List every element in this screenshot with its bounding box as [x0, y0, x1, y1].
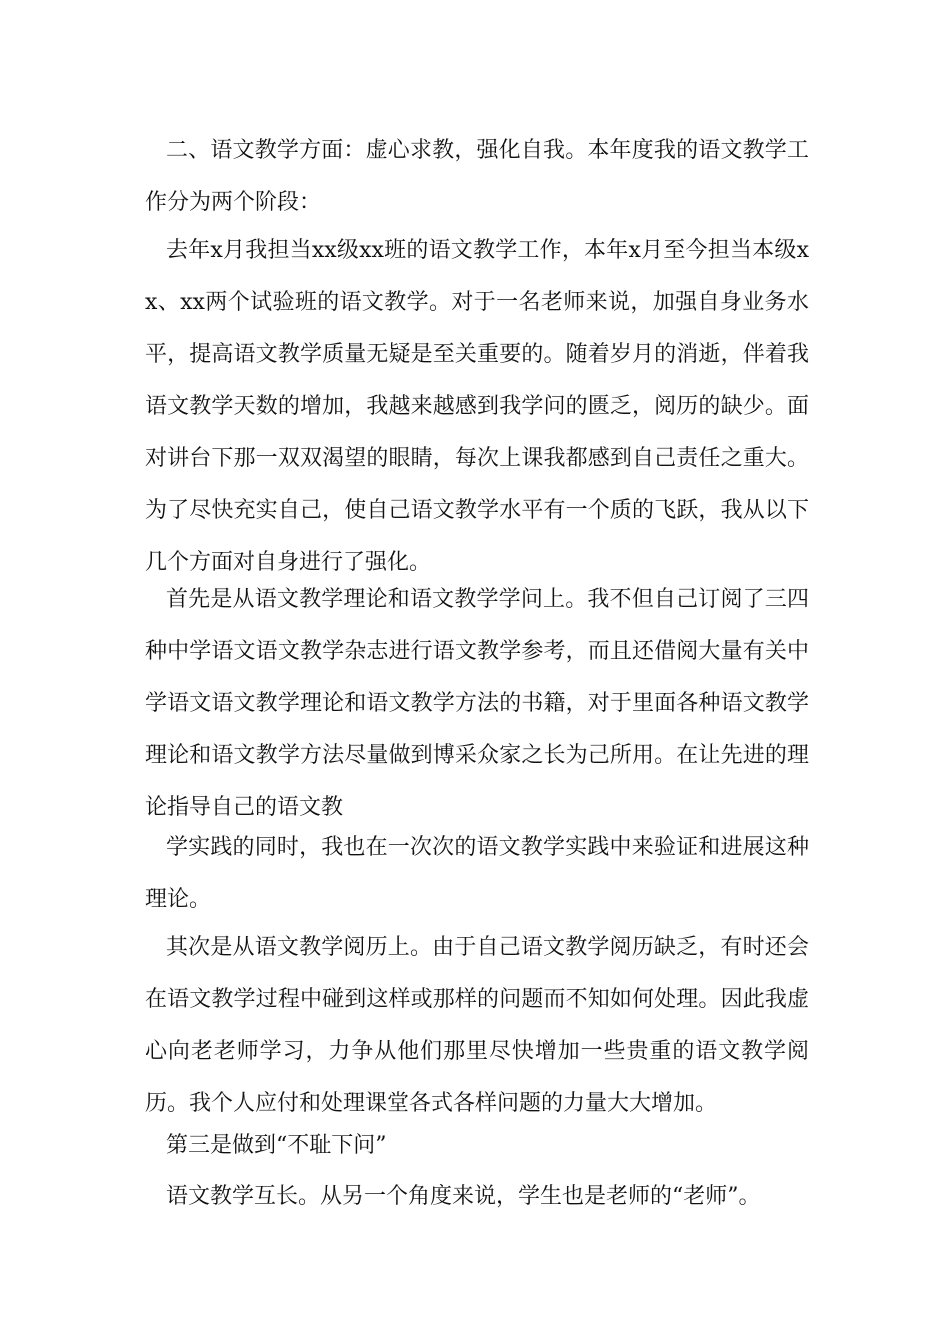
paragraph-experience-learning: 其次是从语文教学阅历上。由于自己语文教学阅历缺乏，有时还会在语文教学过程中碰到这样或那样的问题而不知如何处理。因此我虚心向老老师学习，力争从他们那里尽快增加一些贵重的语文教学阅历。我个人应付和处理课堂各式各样问题的力量大大增加。	[145, 935, 809, 1116]
paragraph-teaching-overview: 二、语文教学方面：虚心求教，强化自我。本年度我的语文教学工作分为两个阶段：	[145, 138, 809, 215]
paragraph-third-point: 第三是做到“不耻下问”	[166, 1133, 387, 1158]
paragraph-teaching-work-history: 去年x月我担当xx级xx班的语文教学工作，本年x月至今担当本级xx、xx两个试验班的语文教学。对于一名老师来说，加强自身业务水平，提高语文教学质量无疑是至关重要的。随着岁月的消逝，伴着我语文教学天数的增加，我越来越感到我学问的匮乏，阅历的缺少。面对讲台下那一双双渴望的眼睛，每次上课我都感到自己责任之重大。为了尽快充实自己，使自己语文教学水平有一个质的飞跃，我从以下几个方面对自身进行了强化。	[145, 238, 809, 575]
paragraph-theory-study: 首先是从语文教学理论和语文教学学问上。我不但自己订阅了三四种中学语文语文教学杂志进行语文教学参考，而且还借阅大量有关中学语文语文教学理论和语文教学方法的书籍，对于里面各种语文教学理论和语文教学方法尽量做到博采众家之长为己所用。在让先进的理论指导自己的语文教	[145, 587, 809, 820]
paragraph-practice-verification: 学实践的同时，我也在一次次的语文教学实践中来验证和进展这种理论。	[145, 835, 809, 912]
paragraph-mutual-growth: 语文教学互长。从另一个角度来说，学生也是老师的“老师”。	[166, 1184, 761, 1209]
